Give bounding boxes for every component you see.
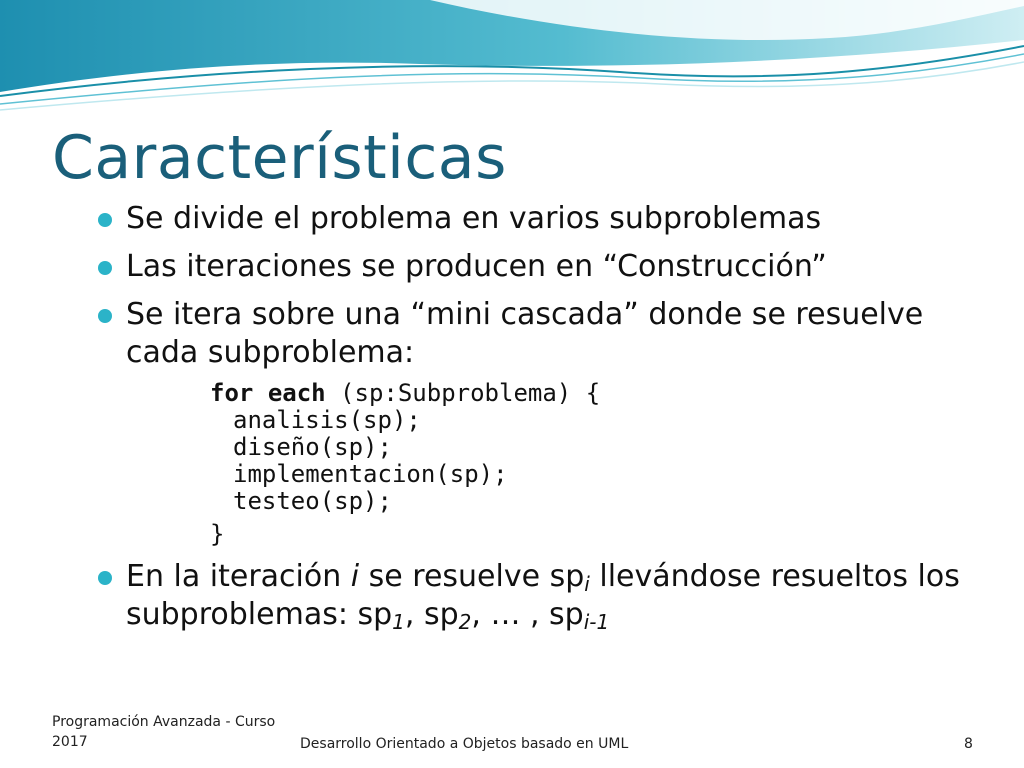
subscript: i-1 <box>583 610 610 634</box>
bullet-item <box>96 558 996 634</box>
bullet-text: Se divide el problema en varios subproblemas <box>126 201 822 236</box>
bullet-item <box>96 200 996 238</box>
text-run: llevándose resueltos los subproblemas: sp <box>126 559 960 632</box>
code-line: implementacion(sp); <box>233 460 508 488</box>
code-line: testeo(sp); <box>233 487 392 515</box>
code-text: (sp:Subproblema) { <box>325 379 601 407</box>
bullet-dot-icon <box>98 309 112 323</box>
code-line <box>210 380 996 407</box>
footer-topic: Desarrollo Orientado a Objetos basado en UML <box>300 736 629 752</box>
bullet-dot-icon <box>98 213 112 227</box>
page-number: 8 <box>964 736 973 752</box>
subscript: i <box>584 572 590 596</box>
bullet-text <box>126 559 960 632</box>
code-keyword: each <box>267 379 326 407</box>
bullet-text: Las iteraciones se producen en “Construcción” <box>126 249 827 284</box>
subscript: 1 <box>392 610 405 634</box>
text-run: , sp <box>404 597 459 632</box>
text-run: , … , sp <box>471 597 584 632</box>
bullet-text: Se itera sobre una “mini cascada” donde se resuelve cada subproblema: <box>126 297 924 370</box>
slide-title: Características <box>52 123 507 193</box>
text-run-italic: i <box>350 559 360 594</box>
text-run: En la iteración <box>126 559 351 594</box>
code-line: } <box>210 520 225 548</box>
subscript: 2 <box>458 610 472 634</box>
bullet-dot-icon <box>98 261 112 275</box>
bullet-item <box>96 296 996 548</box>
text-run: se resuelve sp <box>359 559 585 594</box>
code-line: diseño(sp); <box>233 433 392 461</box>
bullet-list <box>96 200 996 644</box>
code-line: analisis(sp); <box>233 406 421 434</box>
code-block <box>210 380 996 548</box>
bullet-item <box>96 248 996 286</box>
code-keyword: for <box>210 379 254 407</box>
footer-course: Programación Avanzada - Curso 2017 <box>52 714 276 750</box>
header-wave-decoration <box>0 0 1024 120</box>
bullet-dot-icon <box>98 571 112 585</box>
